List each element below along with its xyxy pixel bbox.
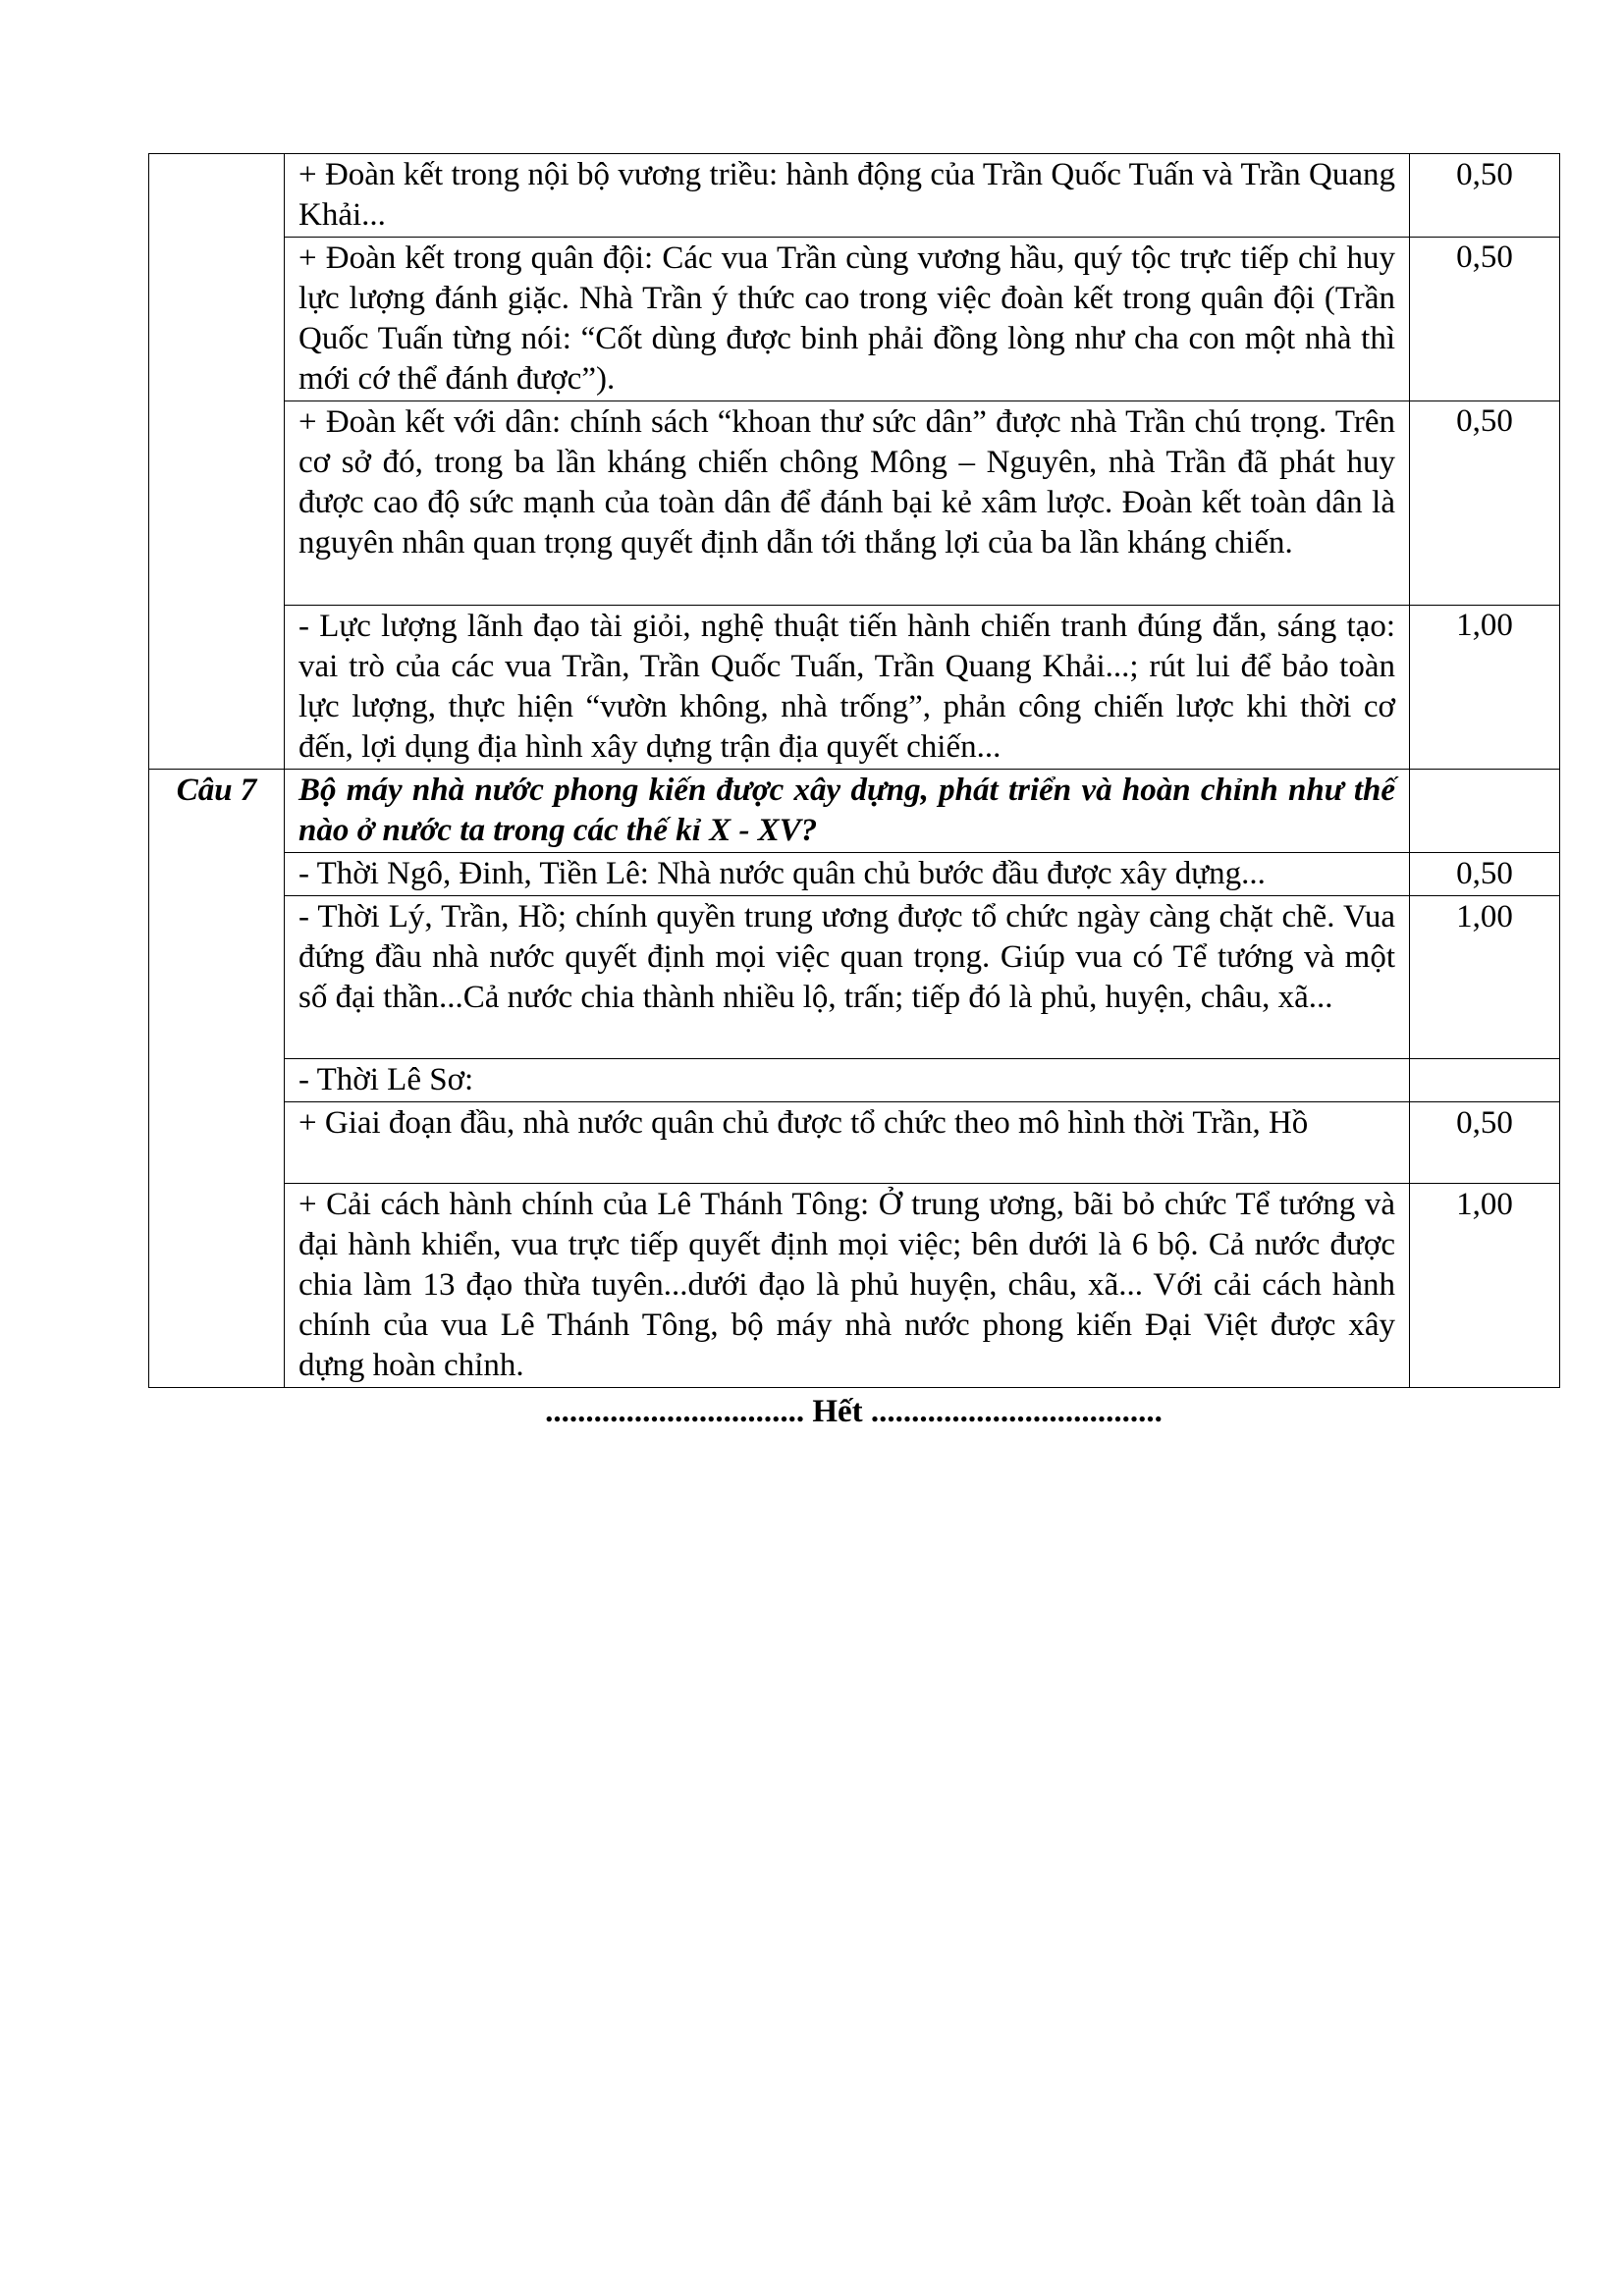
score-cell [1410,770,1560,853]
table-row [149,238,1560,401]
table-row [149,896,1560,1059]
score-cell: 1,00 [1410,1184,1560,1388]
answer-content: + Cải cách hành chính của Lê Thánh Tông: Ở trung ương, bãi bỏ chức Tể tướng và đại hành khiển, vua trực tiếp quyết định mọi việc; bên dưới là 6 bộ. Cả nước được chia làm 13 đạo thừa tuyên...dưới đạo là phủ huyện, châu, xã... Với cải cách hành chính của vua Lê Thánh Tông, bộ máy nhà nước phong kiến Đại Việt được xây dựng hoàn chỉnh. [285,1184,1410,1388]
table-row [149,1184,1560,1388]
question-label-cell: Câu 7 [149,770,285,1388]
table-row [149,1102,1560,1184]
table-row [149,853,1560,896]
answer-key-table [148,153,1560,1388]
answer-content: + Đoàn kết trong quân đội: Các vua Trần cùng vương hầu, quý tộc trực tiếp chỉ huy lực lượng đánh giặc. Nhà Trần ý thức cao trong việc đoàn kết trong quân đội (Trần Quốc Tuấn từng nói: “Cốt dùng được binh phải đồng lòng như cha con một nhà thì mới cớ thể đánh được”). [285,238,1410,401]
answer-content: + Giai đoạn đầu, nhà nước quân chủ được tổ chức theo mô hình thời Trần, Hồ [285,1102,1410,1184]
score-cell: 0,50 [1410,154,1560,238]
answer-content: - Thời Ngô, Đinh, Tiền Lê: Nhà nước quân chủ bước đầu được xây dựng... [285,853,1410,896]
score-cell: 1,00 [1410,896,1560,1059]
answer-content: + Đoàn kết trong nội bộ vương triều: hành động của Trần Quốc Tuấn và Trần Quang Khải... [285,154,1410,238]
score-cell: 0,50 [1410,853,1560,896]
table-row [149,154,1560,238]
table-row [149,401,1560,606]
question-text: Bộ máy nhà nước phong kiến được xây dựng, phát triển và hoàn chỉnh như thế nào ở nước ta trong các thế kỉ X - XV? [285,770,1410,853]
score-cell: 0,50 [1410,401,1560,606]
question-label-cell [149,154,285,770]
score-cell: 0,50 [1410,1102,1560,1184]
table-row [149,606,1560,770]
answer-content: + Đoàn kết với dân: chính sách “khoan thư sức dân” được nhà Trần chú trọng. Trên cơ sở đó, trong ba lần kháng chiến chông Mông – Nguyên, nhà Trần đã phát huy được cao độ sức mạnh của toàn dân để đánh bại kẻ xâm lược. Đoàn kết toàn dân là nguyên nhân quan trọng quyết định dẫn tới thắng lợi của ba lần kháng chiến. [285,401,1410,606]
answer-content: - Thời Lý, Trần, Hồ; chính quyền trung ương được tổ chức ngày càng chặt chẽ. Vua đứng đầu nhà nước quyết định mọi việc quan trọng. Giúp vua có Tể tướng và một số đại thần...Cả nước chia thành nhiều lộ, trấn; tiếp đó là phủ, huyện, châu, xã... [285,896,1410,1059]
answer-content: - Lực lượng lãnh đạo tài giỏi, nghệ thuật tiến hành chiến tranh đúng đắn, sáng tạo: vai trò của các vua Trần, Trần Quốc Tuấn, Trần Quang Khải...; rút lui để bảo toàn lực lượng, thực hiện “vườn không, nhà trống”, phản công chiến lược khi thời cơ đến, lợi dụng địa hình xây dựng trận địa quyết chiến... [285,606,1410,770]
table-row [149,1059,1560,1102]
score-cell [1410,1059,1560,1102]
score-cell: 1,00 [1410,606,1560,770]
answer-content: - Thời Lê Sơ: [285,1059,1410,1102]
table-row [149,770,1560,853]
end-marker: ................................ Hết .................................... [545,1394,1163,1429]
score-cell: 0,50 [1410,238,1560,401]
